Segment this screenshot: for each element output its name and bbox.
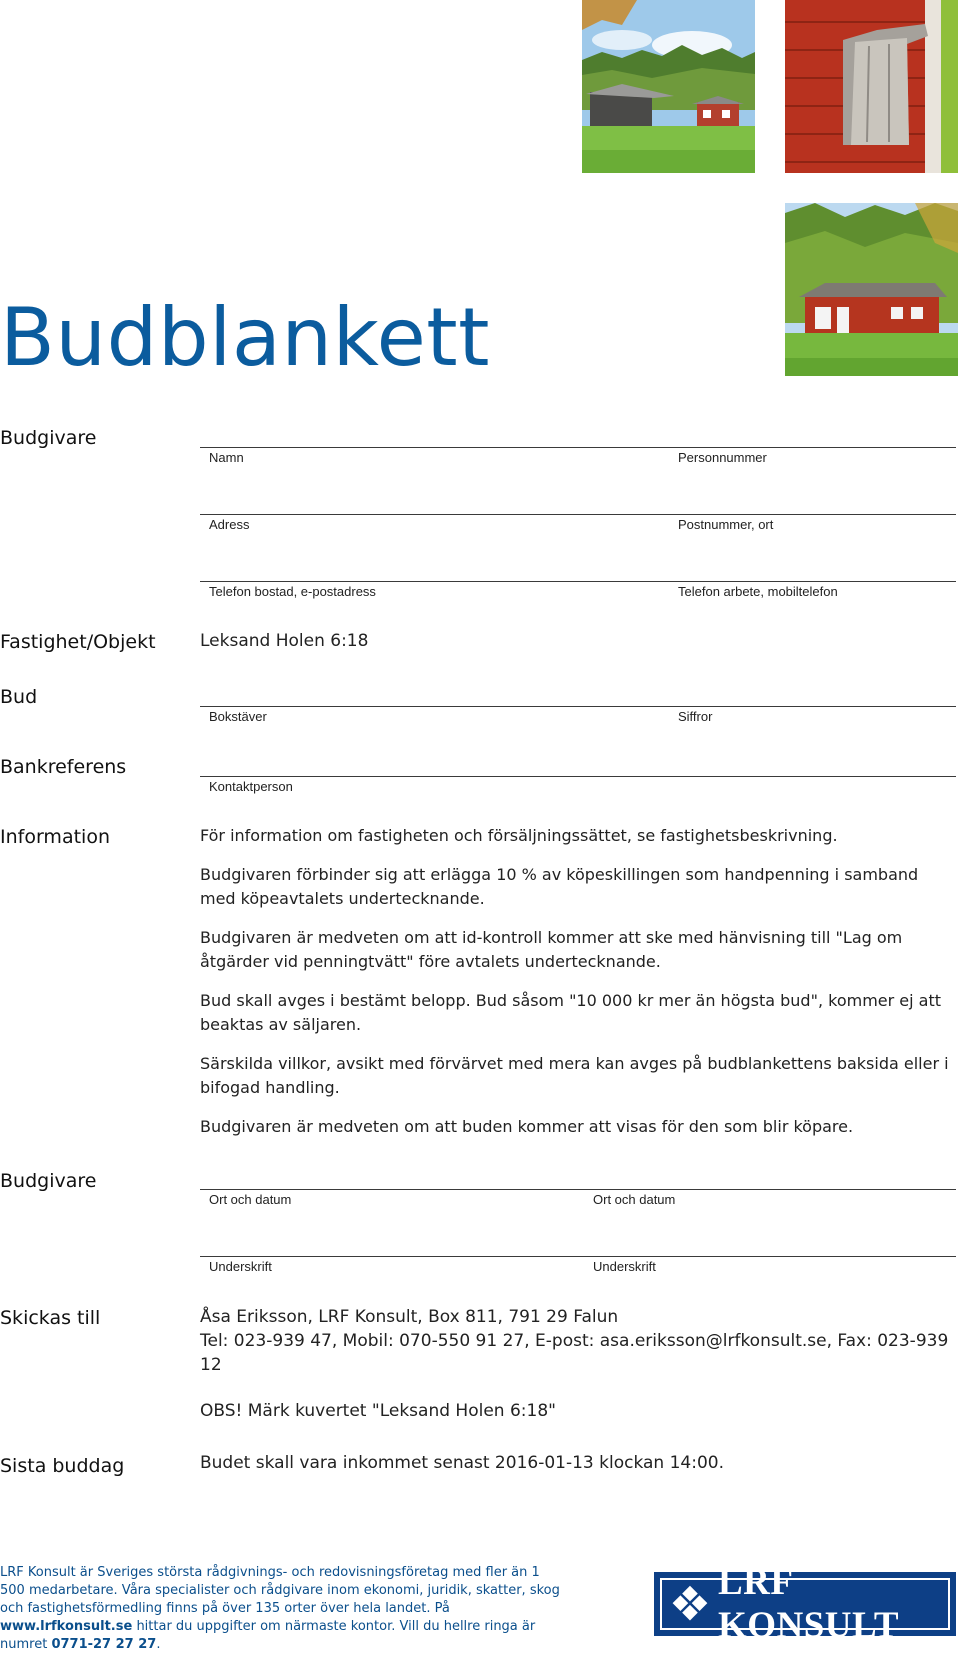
- section-label-bud: Bud: [0, 686, 38, 708]
- section-label-skickas-till: Skickas till: [0, 1307, 101, 1329]
- info-paragraph: Budgivaren förbinder sig att erlägga 10 % av köpeskillingen som handpenning i samband med köpeavtalets undertecknande.: [200, 865, 919, 908]
- footer-text-b: hittar du uppgifter om närmaste kontor. Vill du hellre ringa är numret: [0, 1619, 536, 1652]
- field-label-bokstaver: Bokstäver: [209, 709, 267, 724]
- field-label-personnummer: Personnummer: [678, 450, 767, 465]
- field-line-bud[interactable]: [200, 706, 956, 707]
- field-line-namn[interactable]: [200, 447, 956, 448]
- info-paragraph: Bud skall avges i bestämt belopp. Bud såsom "10 000 kr mer än högsta bud", kommer ej att beaktas av säljaren.: [200, 991, 942, 1034]
- field-line-underskrift[interactable]: [200, 1256, 956, 1257]
- section-label-bankreferens: Bankreferens: [0, 756, 127, 778]
- field-label-postnummer: Postnummer, ort: [678, 517, 774, 532]
- footer-phone: 0771-27 27 27: [51, 1637, 157, 1652]
- field-line-telefon[interactable]: [200, 581, 956, 582]
- logo-text: LRF KONSULT: [717, 1562, 899, 1646]
- photo-red-wall-birdhouse: [785, 0, 958, 173]
- skickas-till-contact: Tel: 023-939 47, Mobil: 070-550 91 27, E-post: asa.eriksson@lrfkonsult.se, Fax: 023-939 12: [200, 1331, 949, 1375]
- photo-red-cottage: [785, 203, 958, 376]
- info-paragraph: Särskilda villkor, avsikt med förvärvet med mera kan avges på budblankettens baksida eller i bifogad handling.: [200, 1054, 949, 1097]
- info-paragraph: Budgivaren är medveten om att id-kontroll kommer att ske med hänvisning till "Lag om åtgärder vid penningtvätt" före avtalets undertecknande.: [200, 928, 903, 971]
- field-line-adress[interactable]: [200, 514, 956, 515]
- field-label-namn: Namn: [209, 450, 244, 465]
- photo-farm-meadow: [582, 0, 755, 173]
- field-label-ort-datum-2: Ort och datum: [593, 1192, 676, 1207]
- field-label-underskrift-1: Underskrift: [209, 1259, 272, 1274]
- lrf-konsult-logo: [654, 1562, 956, 1646]
- field-label-underskrift-2: Underskrift: [593, 1259, 656, 1274]
- info-paragraph: Budgivaren är medveten om att buden kommer att visas för den som blir köpare.: [200, 1117, 854, 1136]
- section-label-sista-buddag: Sista buddag: [0, 1455, 125, 1477]
- field-label-telefon-bostad: Telefon bostad, e-postadress: [209, 584, 376, 599]
- section-label-fastighet: Fastighet/Objekt: [0, 631, 156, 653]
- footer-website-link[interactable]: www.lrfkonsult.se: [0, 1619, 133, 1634]
- section-label-budgivare-sign: Budgivare: [0, 1170, 97, 1192]
- skickas-till-text: [200, 1305, 955, 1423]
- footer-text-c: .: [156, 1637, 161, 1652]
- fastighet-value: Leksand Holen 6:18: [200, 631, 369, 651]
- field-label-adress: Adress: [209, 517, 250, 532]
- footer-text: [0, 1564, 560, 1654]
- diamond-logo-icon: [670, 1581, 710, 1627]
- section-label-information: Information: [0, 826, 110, 848]
- skickas-till-address: Åsa Eriksson, LRF Konsult, Box 811, 791 29 Falun: [200, 1307, 619, 1327]
- page-title: Budblankett: [0, 291, 491, 384]
- section-label-budgivare: Budgivare: [0, 427, 97, 449]
- field-label-telefon-arbete: Telefon arbete, mobiltelefon: [678, 584, 838, 599]
- skickas-till-obs: OBS! Märk kuvertet "Leksand Holen 6:18": [200, 1401, 556, 1421]
- field-label-siffror: Siffror: [678, 709, 713, 724]
- field-line-kontaktperson[interactable]: [200, 776, 956, 777]
- information-text: [200, 824, 955, 1154]
- field-label-ort-datum-1: Ort och datum: [209, 1192, 292, 1207]
- footer-text-a: LRF Konsult är Sveriges största rådgivnings- och redovisningsföretag med fler än 1 500 medarbetare. Våra specialister och rådgivare inom ekonomi, juridik, skatter, skog och fastighetsförmedling finns på över 135 orter över hela landet. På: [0, 1565, 560, 1616]
- sista-buddag-value: Budet skall vara inkommet senast 2016-01-13 klockan 14:00.: [200, 1453, 724, 1473]
- field-label-kontaktperson: Kontaktperson: [209, 779, 293, 794]
- field-line-ort-datum[interactable]: [200, 1189, 956, 1190]
- info-paragraph: För information om fastigheten och försäljningssättet, se fastighetsbeskrivning.: [200, 826, 838, 845]
